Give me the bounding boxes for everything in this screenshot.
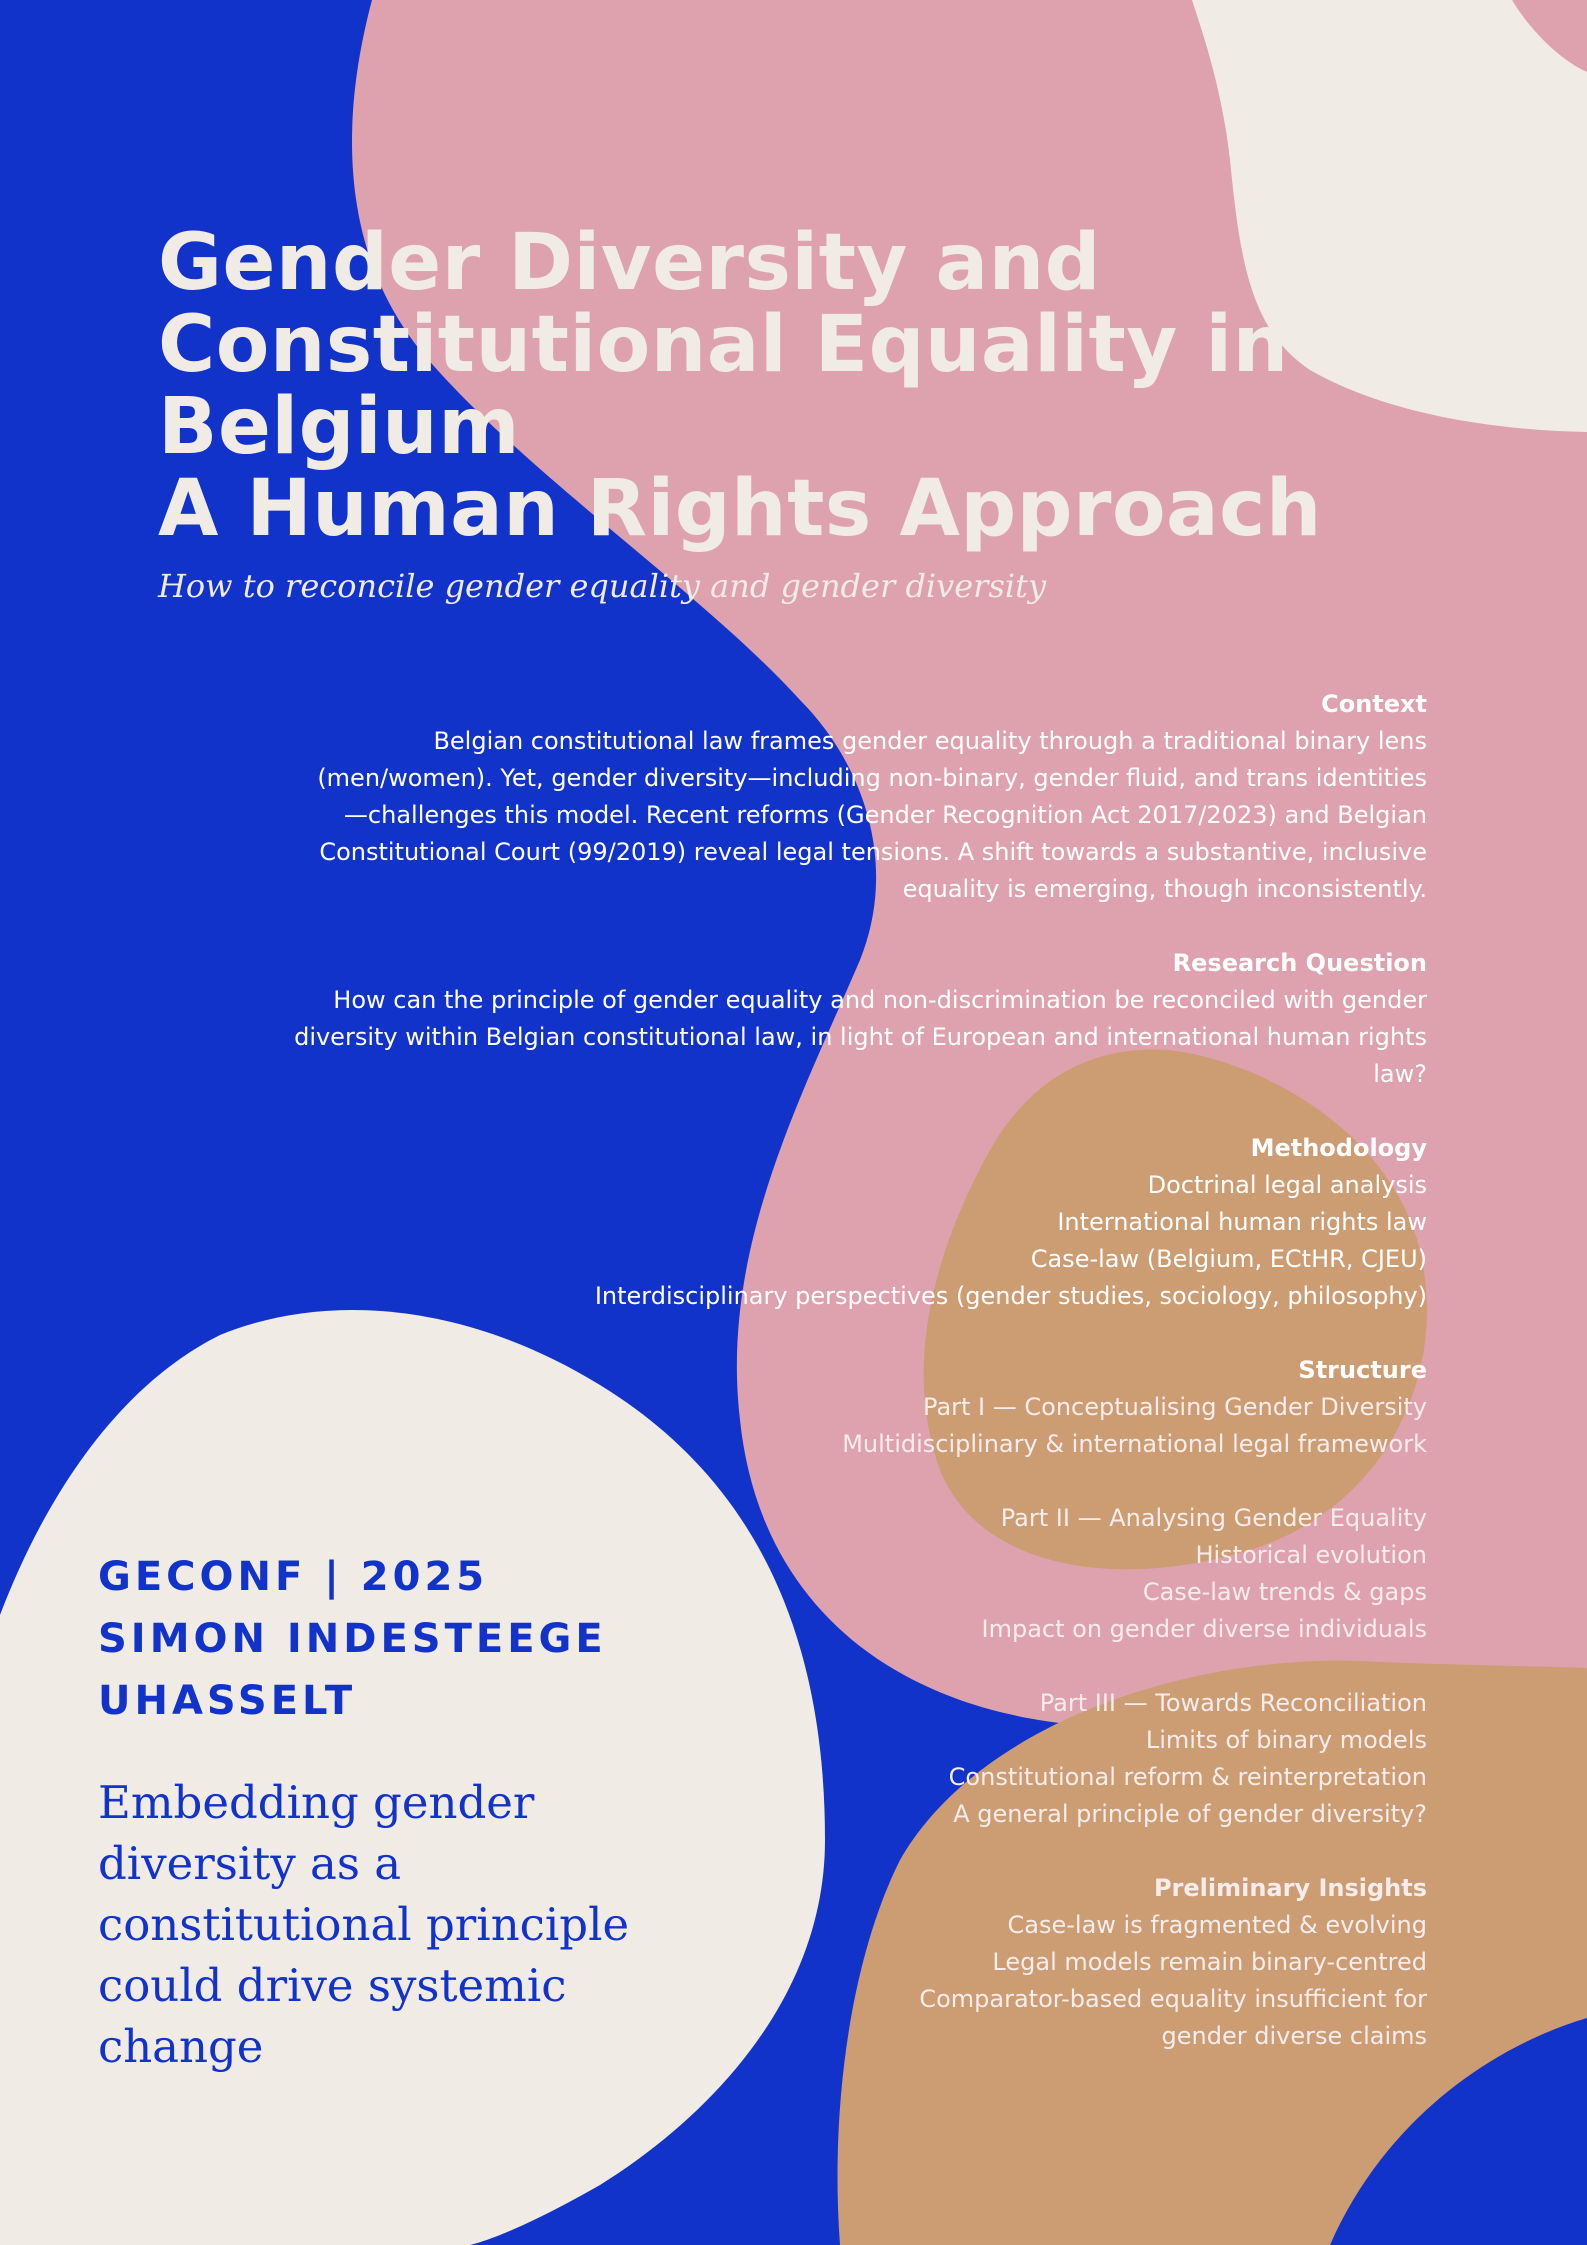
title-line: Belgium: [158, 382, 520, 472]
text-line: law?: [1373, 1060, 1427, 1088]
context-section: [137, 686, 1427, 908]
text-line: —challenges this model. Recent reforms (Gender Recognition Act 2017/2023) and Belgian: [343, 801, 1427, 829]
list-item: Case-law is fragmented & evolving: [1007, 1911, 1427, 1939]
list-item: Comparator-based equality insufficient for: [919, 1985, 1427, 2013]
methodology-list: [137, 1167, 1427, 1315]
title-line: Constitutional Equality in: [158, 300, 1289, 390]
title-line: A Human Rights Approach: [158, 464, 1322, 554]
list-item: gender diverse claims: [1161, 2022, 1427, 2050]
list-item: Case-law trends & gaps: [1142, 1578, 1427, 1606]
text-line: equality is emerging, though inconsistently.: [902, 875, 1427, 903]
poster-title: [158, 218, 1478, 554]
list-item: Multidisciplinary & international legal framework: [842, 1430, 1427, 1458]
tagline-line: change: [98, 2020, 264, 2073]
list-item: Case-law (Belgium, ECtHR, CJEU): [1030, 1245, 1427, 1273]
text-line: Constitutional Court (99/2019) reveal legal tensions. A shift towards a substantive, inclusive: [319, 838, 1427, 866]
text-line: Belgian constitutional law frames gender equality through a traditional binary lens: [433, 727, 1427, 755]
author-block: [98, 1546, 607, 1732]
list-item: Doctrinal legal analysis: [1147, 1171, 1427, 1199]
part-title: Part II — Analysing Gender Equality: [1000, 1504, 1427, 1532]
tagline-line: diversity as a: [98, 1837, 402, 1890]
tagline-line: constitutional principle: [98, 1898, 630, 1951]
poster-subtitle: How to reconcile gender equality and gender diversity: [158, 567, 1047, 605]
research-question-text: [137, 982, 1427, 1093]
list-item: Legal models remain binary-centred: [992, 1948, 1427, 1976]
structure-part-1: [137, 1389, 1427, 1463]
institution-name: UHASSELT: [98, 1678, 357, 1724]
conference-label: GECONF | 2025: [98, 1554, 489, 1600]
author-name: SIMON INDESTEEGE: [98, 1616, 607, 1662]
text-line: How can the principle of gender equality and non-discrimination be reconciled with gender: [333, 986, 1427, 1014]
list-item: Constitutional reform & reinterpretation: [948, 1763, 1427, 1791]
part-title: Part III — Towards Reconciliation: [1039, 1689, 1427, 1717]
tagline-line: Embedding gender: [98, 1776, 535, 1829]
context-heading: Context: [1321, 690, 1427, 718]
list-item: A general principle of gender diversity?: [953, 1800, 1427, 1828]
insights-heading: Preliminary Insights: [1153, 1874, 1427, 1902]
research-question-heading: Research Question: [1172, 949, 1427, 977]
research-question-section: [137, 945, 1427, 1093]
text-line: diversity within Belgian constitutional law, in light of European and international human rights: [294, 1023, 1427, 1051]
tagline: [98, 1772, 658, 2077]
list-item: International human rights law: [1057, 1208, 1427, 1236]
part-title: Part I — Conceptualising Gender Diversity: [923, 1393, 1427, 1421]
list-item: Historical evolution: [1195, 1541, 1427, 1569]
methodology-section: [137, 1130, 1427, 1315]
structure-heading: Structure: [1298, 1356, 1427, 1384]
list-item: Interdisciplinary perspectives (gender studies, sociology, philosophy): [594, 1282, 1427, 1310]
tagline-line: could drive systemic: [98, 1959, 567, 2012]
text-line: (men/women). Yet, gender diversity—including non-binary, gender fluid, and trans identities: [317, 764, 1427, 792]
list-item: Limits of binary models: [1145, 1726, 1427, 1754]
methodology-heading: Methodology: [1250, 1134, 1427, 1162]
list-item: Impact on gender diverse individuals: [981, 1615, 1427, 1643]
title-line: Gender Diversity and: [158, 218, 1101, 308]
context-text: [137, 723, 1427, 908]
